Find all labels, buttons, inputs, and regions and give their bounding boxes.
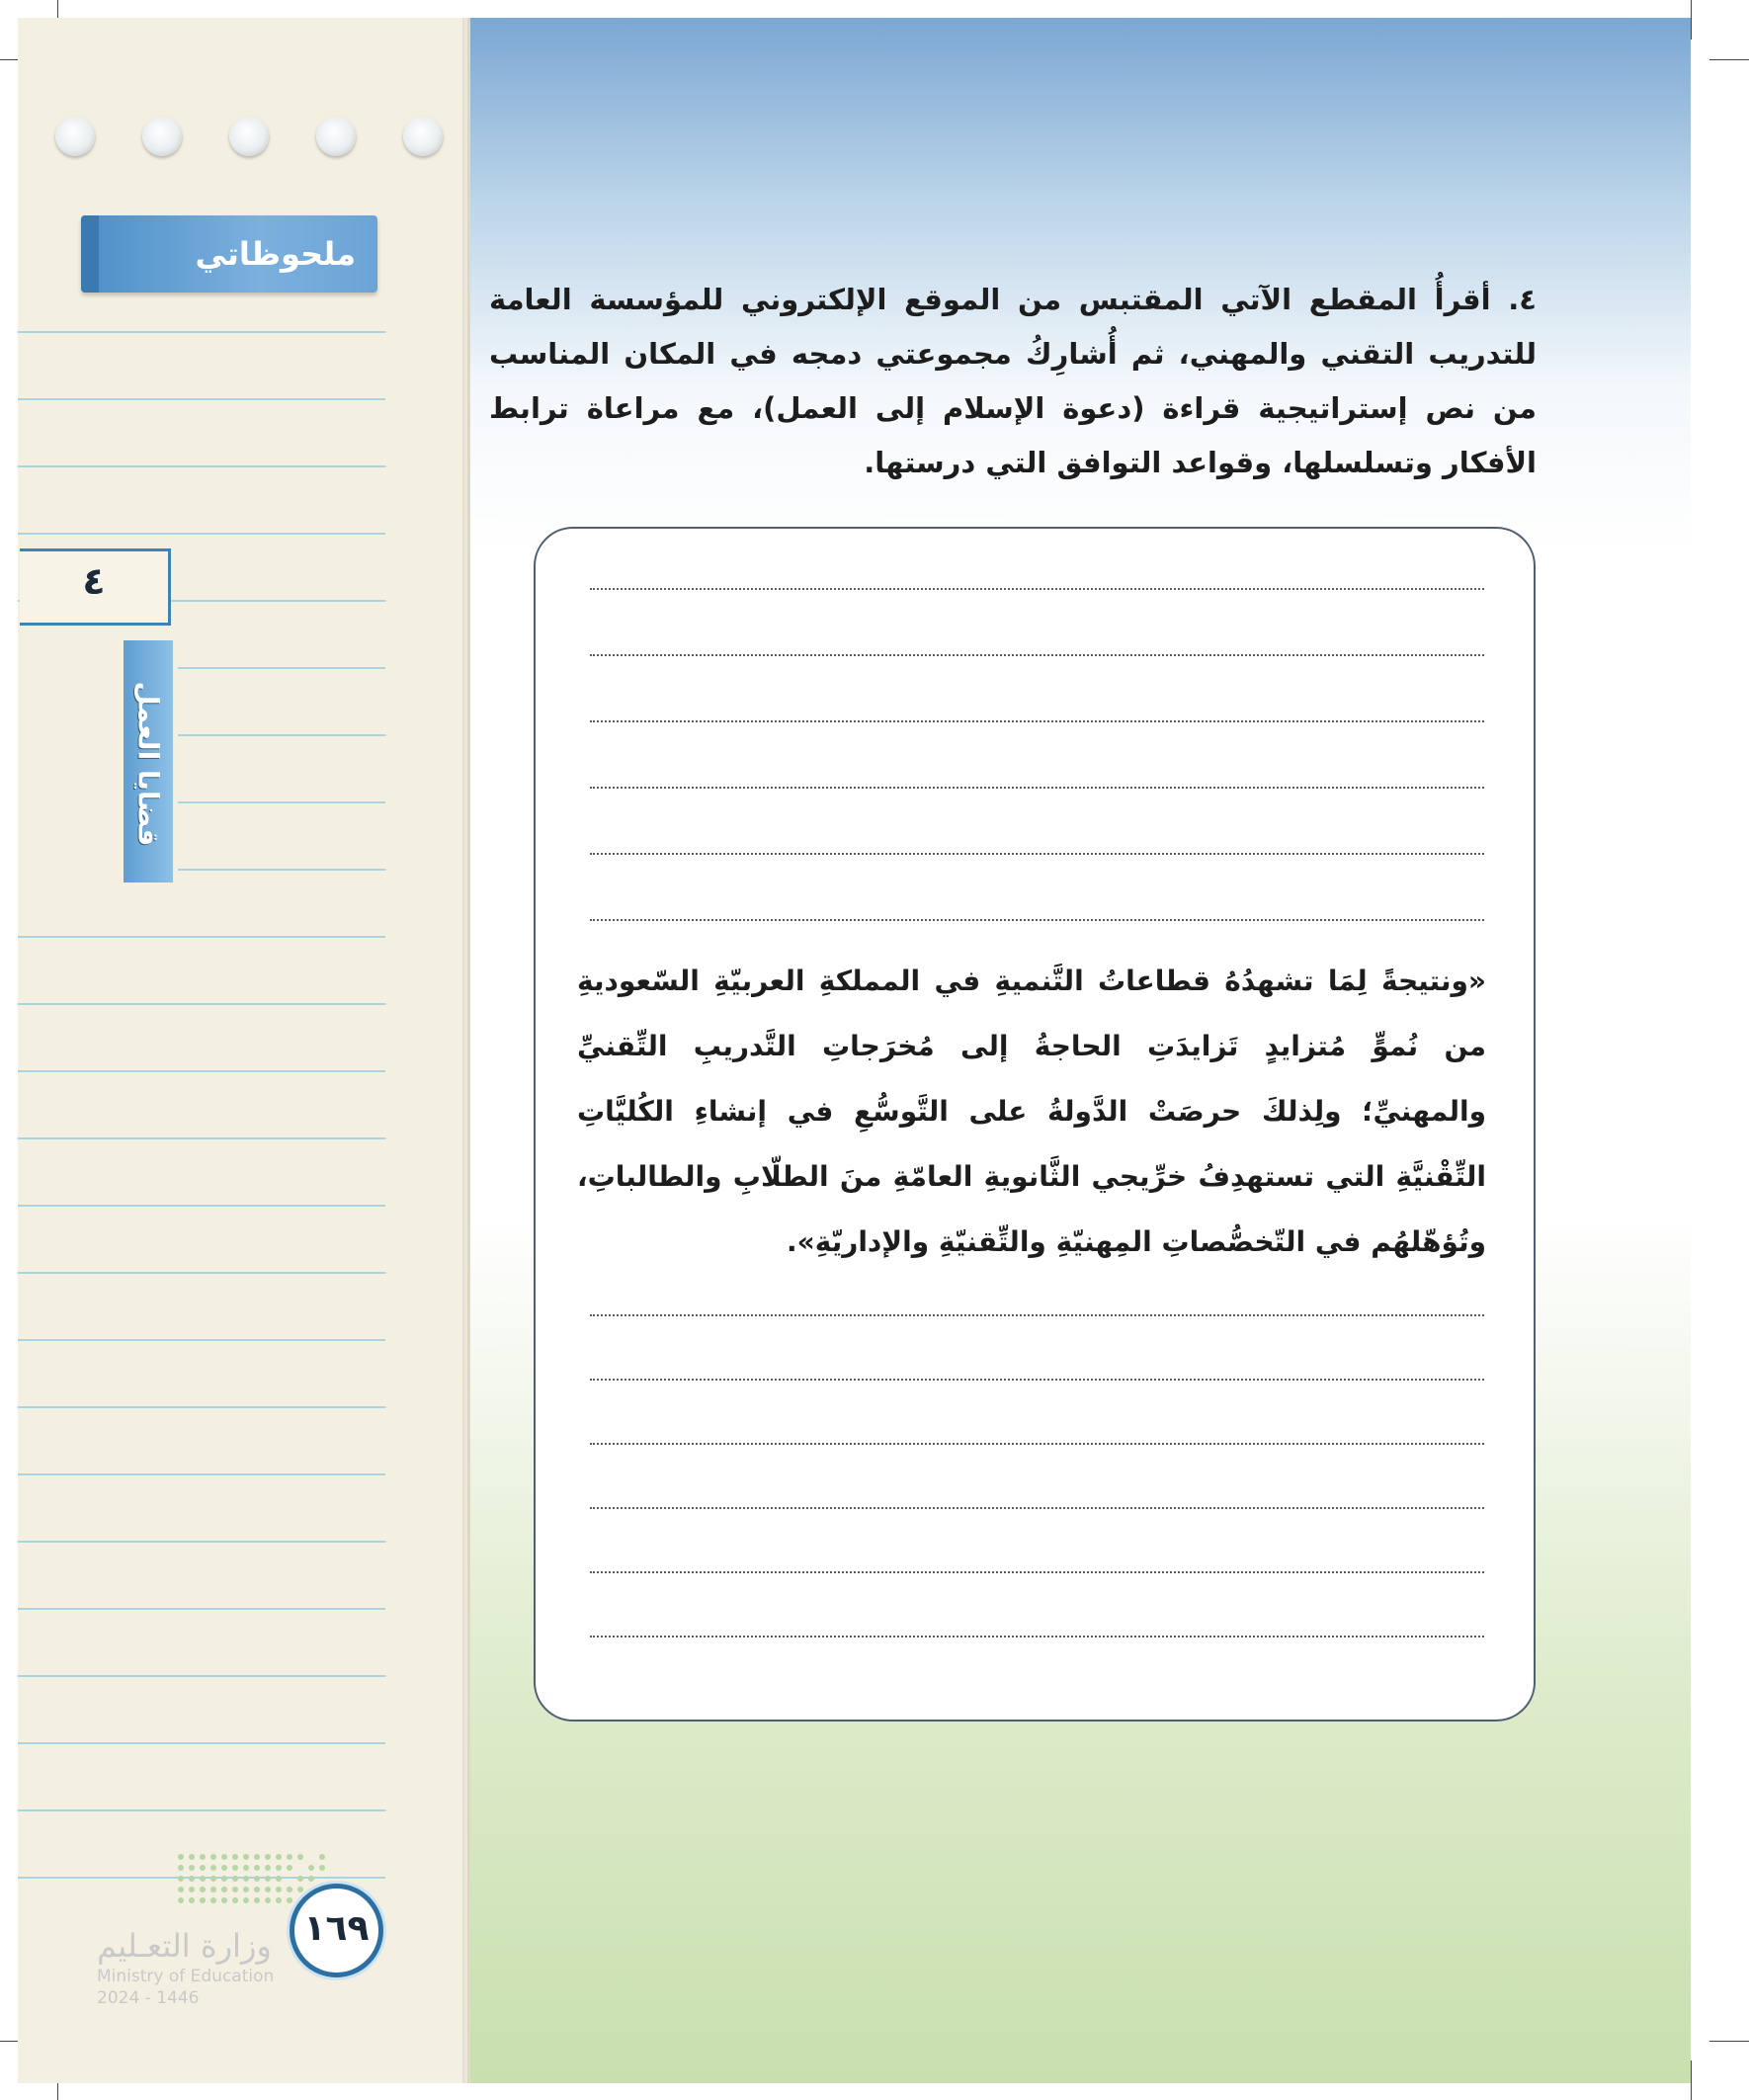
logo-dot xyxy=(232,1876,238,1882)
notes-tab xyxy=(81,215,377,293)
writing-line[interactable] xyxy=(590,1571,1484,1573)
page-number-badge xyxy=(290,1884,383,1977)
binder-hole xyxy=(55,117,95,156)
logo-dot xyxy=(265,1854,271,1860)
binder-hole xyxy=(403,117,443,156)
logo-dot xyxy=(319,1865,325,1871)
notes-label: ملحوظاتي xyxy=(195,235,356,273)
logo-dot xyxy=(189,1865,195,1871)
logo-dot xyxy=(178,1876,184,1882)
logo-dot xyxy=(200,1865,206,1871)
ruled-line xyxy=(178,869,385,871)
logo-dot xyxy=(200,1854,206,1860)
logo-dot xyxy=(254,1887,260,1892)
logo-dot xyxy=(178,1865,184,1871)
ruled-line xyxy=(178,734,385,736)
ruled-line xyxy=(18,1809,385,1811)
ruled-line xyxy=(18,1406,385,1408)
ruled-line xyxy=(18,1541,385,1543)
logo-dot xyxy=(297,1887,303,1892)
ruled-line xyxy=(18,1608,385,1610)
quoted-passage: «ونتيجةً لِمَا تشهدُهُ قطاعاتُ التَّنميةِ في المملكةِ العربيّةِ السّعوديةِ من نُموٍّ مُتزايدٍ تَزايدَتِ الحاجةُ إلى مُخرَجاتِ التَّدريبِ التِّقنيِّ والمهنيِّ؛ ولِذلكَ حرصَتْ الدَّولةُ على التَّوسُّعِ في إنشاءِ الكُليَّاتِ التِّقْنيَّةِ التي تستهدِفُ خرِّيجي الثَّانويةِ العامّةِ منَ الطلّابِ والطالباتِ، وتُؤهّلهُم في التّخصُّصاتِ المِهنيّةِ والتِّقنيّةِ والإداريّةِ». xyxy=(577,965,1486,1258)
ruled-line xyxy=(18,1137,385,1139)
logo-dot xyxy=(297,1854,303,1860)
logo-dot xyxy=(178,1854,184,1860)
crop-mark xyxy=(1691,0,1692,40)
writing-line[interactable] xyxy=(590,787,1484,789)
ruled-line xyxy=(18,1742,385,1744)
logo-dot xyxy=(287,1897,292,1903)
writing-line[interactable] xyxy=(590,1636,1484,1638)
logo-dot xyxy=(243,1865,249,1871)
logo-dot xyxy=(189,1897,195,1903)
ruled-line xyxy=(18,1473,385,1475)
writing-line[interactable] xyxy=(590,654,1484,656)
ruled-line xyxy=(18,533,385,535)
ruled-line xyxy=(18,1070,385,1072)
binder-hole xyxy=(229,117,269,156)
logo-dot xyxy=(254,1865,260,1871)
writing-line[interactable] xyxy=(590,588,1484,590)
unit-number: ٤ xyxy=(82,559,106,603)
logo-dot xyxy=(243,1887,249,1892)
sidebar-shadow xyxy=(462,18,470,2083)
writing-line[interactable] xyxy=(590,919,1484,921)
logo-dot xyxy=(210,1887,216,1892)
logo-dot xyxy=(232,1854,238,1860)
logo-dot xyxy=(200,1887,206,1892)
logo-dot xyxy=(276,1887,282,1892)
logo-dot xyxy=(210,1876,216,1882)
logo-dot xyxy=(178,1897,184,1903)
ruled-line xyxy=(18,1003,385,1005)
writing-line[interactable] xyxy=(590,1314,1484,1316)
logo-dot xyxy=(232,1865,238,1871)
logo-dot xyxy=(287,1887,292,1892)
logo-dot xyxy=(189,1854,195,1860)
ruled-line xyxy=(178,667,385,669)
ruled-line xyxy=(18,1272,385,1274)
logo-dot xyxy=(200,1876,206,1882)
logo-dot xyxy=(254,1854,260,1860)
binder-hole xyxy=(316,117,356,156)
logo-dot xyxy=(287,1865,292,1871)
ministry-name-en: Ministry of Education xyxy=(97,1967,275,1986)
unit-ribbon xyxy=(124,640,173,882)
logo-dot xyxy=(308,1876,314,1882)
crop-mark xyxy=(1709,2041,1749,2042)
writing-line[interactable] xyxy=(590,853,1484,855)
logo-dot xyxy=(254,1897,260,1903)
ruled-line xyxy=(18,465,385,467)
ministry-name-ar: وزارة التعـليم xyxy=(97,1927,272,1965)
logo-dot xyxy=(232,1897,238,1903)
logo-dot xyxy=(189,1887,195,1892)
ruled-line xyxy=(18,936,385,938)
logo-dot xyxy=(210,1897,216,1903)
ruled-line xyxy=(18,398,385,400)
logo-dot xyxy=(297,1876,303,1882)
logo-dot xyxy=(265,1887,271,1892)
page-number: ١٦٩ xyxy=(303,1908,370,1949)
tab-edge xyxy=(81,215,99,293)
notes-sidebar xyxy=(18,18,470,2083)
logo-dot xyxy=(210,1854,216,1860)
logo-dot xyxy=(276,1854,282,1860)
ruled-line xyxy=(18,1339,385,1341)
logo-dot xyxy=(221,1876,227,1882)
logo-dot xyxy=(232,1887,238,1892)
ruled-line xyxy=(18,1675,385,1677)
logo-dot xyxy=(319,1854,325,1860)
ruled-line xyxy=(178,801,385,803)
binder-hole xyxy=(142,117,182,156)
ruled-line xyxy=(18,331,385,333)
logo-dot xyxy=(221,1865,227,1871)
writing-line[interactable] xyxy=(590,720,1484,722)
crop-mark xyxy=(1691,2060,1692,2100)
writing-line[interactable] xyxy=(590,1507,1484,1509)
logo-dot xyxy=(200,1897,206,1903)
logo-dot xyxy=(210,1865,216,1871)
logo-dot xyxy=(276,1897,282,1903)
logo-dot xyxy=(221,1854,227,1860)
logo-dot xyxy=(265,1865,271,1871)
logo-dot xyxy=(221,1897,227,1903)
logo-dot xyxy=(265,1876,271,1882)
writing-line[interactable] xyxy=(590,1443,1484,1445)
logo-dot xyxy=(276,1865,282,1871)
logo-dot xyxy=(178,1887,184,1892)
logo-dot xyxy=(265,1897,271,1903)
logo-dot xyxy=(287,1854,292,1860)
crop-mark xyxy=(1709,59,1749,60)
ministry-year: 2024 - 1446 xyxy=(97,1988,200,2008)
unit-title: قضايا العمل xyxy=(131,681,165,847)
logo-dot xyxy=(243,1854,249,1860)
exercise-instruction: ٤. أقرأُ المقطع الآتي المقتبس من الموقع الإلكتروني للمؤسسة العامة للتدريب التقني والمهني، ثم أُشارِكُ مجموعتي دمجه في المكان المناسب من نص إستراتيجية قراءة (دعوة الإسلام إلى العمل)، مع مراعاة ترابط الأفكار وتسلسلها، وقواعد التوافق التي درستها. xyxy=(489,283,1537,479)
unit-number-box xyxy=(20,548,171,626)
logo-dot xyxy=(243,1876,249,1882)
logo-dot xyxy=(254,1876,260,1882)
logo-dot xyxy=(243,1897,249,1903)
logo-dot xyxy=(221,1887,227,1892)
answer-box xyxy=(534,527,1536,1722)
logo-dot xyxy=(276,1876,282,1882)
binder-holes xyxy=(55,117,441,166)
ruled-line xyxy=(18,1205,385,1207)
logo-dot xyxy=(189,1876,195,1882)
logo-dot xyxy=(308,1865,314,1871)
writing-line[interactable] xyxy=(590,1379,1484,1381)
